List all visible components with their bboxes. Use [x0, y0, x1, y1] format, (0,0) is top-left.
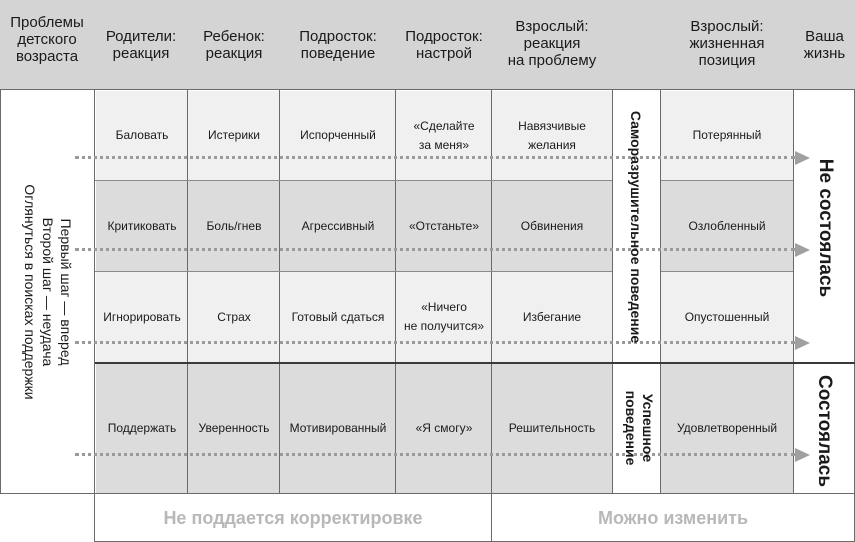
grid-line — [0, 90, 1, 493]
header-child: Ребенок: реакция — [203, 28, 265, 62]
dotted-arrow-line — [75, 453, 795, 456]
cell-adult-reaction-4: Решительность — [492, 363, 612, 493]
cell-child-2: Боль/гнев — [188, 181, 280, 271]
life-succeeded-label: Состоялась — [814, 374, 835, 488]
grid-line — [95, 362, 855, 364]
behavior-destructive-label: Саморазрушительное поведение — [628, 110, 644, 344]
dotted-arrow-line — [75, 156, 795, 159]
cell-parents-3: Игнорировать — [96, 272, 188, 362]
grid-line — [95, 180, 612, 181]
header-parents: Родители: реакция — [105, 28, 177, 62]
cell-teen-mood-3: «Ничего не получится» — [396, 272, 492, 362]
header-your-life: Ваша жизнь — [803, 28, 846, 62]
grid-line — [661, 180, 793, 181]
cell-teen-behavior-2: Агрессивный — [280, 181, 396, 271]
header-teen-mood: Подросток: настрой — [405, 28, 483, 62]
cell-teen-mood-2: «Отстаньте» — [396, 181, 492, 271]
cell-teen-behavior-3: Готовый сдаться — [280, 272, 396, 362]
cell-parents-4: Поддержать — [96, 363, 188, 493]
header-adult-reaction: Взрослый: реакция на проблему — [507, 18, 597, 69]
left-caption: Первый шаг — вперед Второй шаг — неудача Оглянуться в поисках поддержки — [22, 184, 74, 400]
dotted-arrow-line — [75, 248, 795, 251]
cell-adult-position-4: Удовлетворенный — [660, 363, 794, 493]
cell-adult-position-3: Опустошенный — [660, 272, 794, 362]
grid-line — [612, 90, 613, 493]
footer-changeable: Можно изменить — [597, 507, 749, 528]
behavior-successful-label: Успешное поведение — [623, 390, 656, 466]
cell-teen-mood-1: «Сделайте за меня» — [396, 91, 492, 180]
life-failed-label: Не состоялась — [815, 158, 836, 298]
grid-line — [279, 90, 280, 493]
cell-adult-reaction-2: Обвинения — [492, 181, 612, 271]
cell-child-3: Страх — [188, 272, 280, 362]
cell-teen-behavior-4: Мотивированный — [280, 363, 396, 493]
grid-line — [793, 90, 794, 493]
footer-uncorrectable: Не поддается корректировке — [163, 507, 423, 528]
cell-adult-reaction-1: Навязчивые желания — [492, 91, 612, 180]
header-teen-behavior: Подросток: поведение — [299, 28, 377, 62]
cell-teen-mood-4: «Я смогу» — [396, 363, 492, 493]
cell-parents-2: Критиковать — [96, 181, 188, 271]
dotted-arrow-line — [75, 341, 795, 344]
arrow-right-icon — [795, 151, 810, 165]
cell-adult-position-2: Озлобленный — [660, 181, 794, 271]
cell-adult-reaction-3: Избегание — [492, 272, 612, 362]
grid-line — [94, 90, 95, 493]
grid-line — [395, 90, 396, 493]
cell-child-1: Истерики — [188, 91, 280, 180]
arrow-right-icon — [795, 243, 810, 257]
cell-teen-behavior-1: Испорченный — [280, 91, 396, 180]
cell-parents-1: Баловать — [96, 91, 188, 180]
header-adult-position: Взрослый: жизненная позиция — [689, 18, 765, 69]
cell-adult-position-1: Потерянный — [660, 91, 794, 180]
header-problems: Проблемы детского возраста — [10, 14, 84, 65]
grid-line — [95, 271, 612, 272]
cell-child-4: Уверенность — [188, 363, 280, 493]
arrow-right-icon — [795, 336, 810, 350]
grid-line — [661, 271, 793, 272]
arrow-right-icon — [795, 448, 810, 462]
grid-line — [187, 90, 188, 493]
grid-line — [660, 90, 661, 493]
